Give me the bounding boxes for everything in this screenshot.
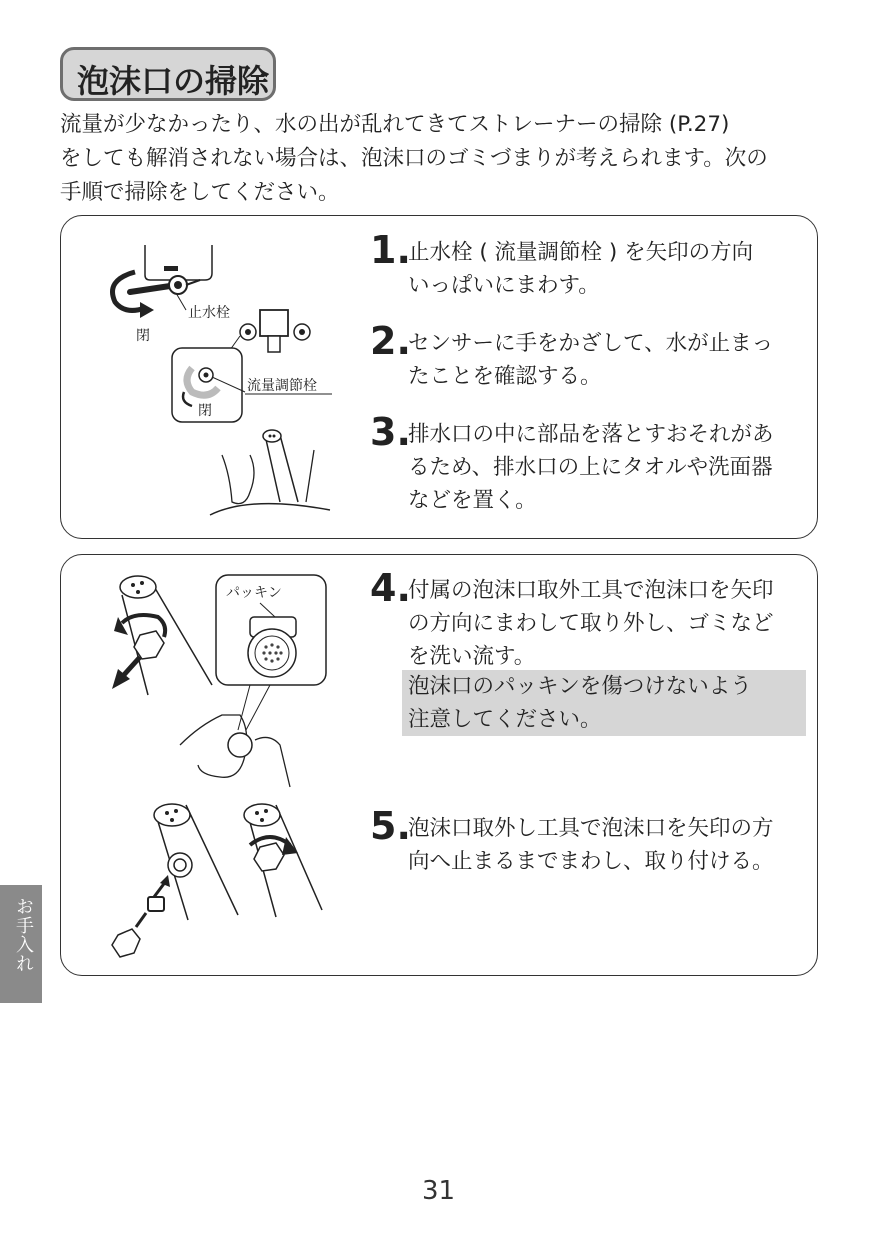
aerator-removal-illustration — [100, 565, 340, 965]
step-line: 排水口の中に部品を落とすおそれがあ — [408, 422, 774, 447]
step-line: センサーに手をかざして、水が止まっ — [408, 331, 774, 356]
section-side-tab-label: お手入れ — [13, 897, 34, 973]
title-box — [60, 47, 276, 101]
note-line: 泡沫口のパッキンを傷つけないよう — [408, 674, 752, 699]
step-line: たことを確認する。 — [408, 364, 602, 389]
step-line: の方向にまわして取り外し、ゴミなど — [408, 611, 774, 636]
close-label-2: 閉 — [198, 403, 212, 419]
step-line: いっぱいにまわす。 — [408, 273, 600, 298]
packing-label: パッキン — [226, 585, 282, 601]
caution-note — [402, 670, 806, 736]
step-line: 泡沫口取外し工具で泡沫口を矢印の方 — [408, 816, 774, 841]
step-line: 付属の泡沫口取外工具で泡沫口を矢印 — [408, 578, 774, 603]
step-number: 2. — [370, 319, 411, 363]
stop-valve-illustration — [100, 240, 340, 520]
step-number: 3. — [370, 410, 411, 454]
step-line: 向へ止まるまでまわし、取り付ける。 — [408, 849, 774, 874]
section-side-tab — [0, 885, 42, 1003]
page-number: 31 — [421, 1176, 456, 1206]
step-line: を洗い流す。 — [408, 644, 536, 669]
stop-valve-label: 止水栓 — [188, 305, 230, 321]
step-line: 止水栓 ( 流量調節栓 ) を矢印の方向 — [408, 240, 754, 265]
step-number: 5. — [370, 804, 411, 848]
close-label-1: 閉 — [136, 328, 150, 344]
step-number: 1. — [370, 228, 411, 272]
page-title: 泡沫口の掃除 — [77, 62, 270, 100]
flow-valve-label: 流量調節栓 — [247, 378, 317, 394]
intro-line: をしても解消されない場合は、泡沫口のゴミづまりが考えられます。次の — [60, 146, 768, 171]
intro-paragraph — [60, 108, 820, 210]
intro-line: 流量が少なかったり、水の出が乱れてきてストレーナーの掃除 (P.27) — [60, 112, 730, 137]
step-line: などを置く。 — [408, 488, 537, 513]
note-line: 注意してください。 — [408, 707, 602, 732]
step-number: 4. — [370, 566, 411, 610]
intro-line: 手順で掃除をしてください。 — [60, 180, 340, 205]
step-line: るため、排水口の上にタオルや洗面器 — [408, 455, 773, 480]
